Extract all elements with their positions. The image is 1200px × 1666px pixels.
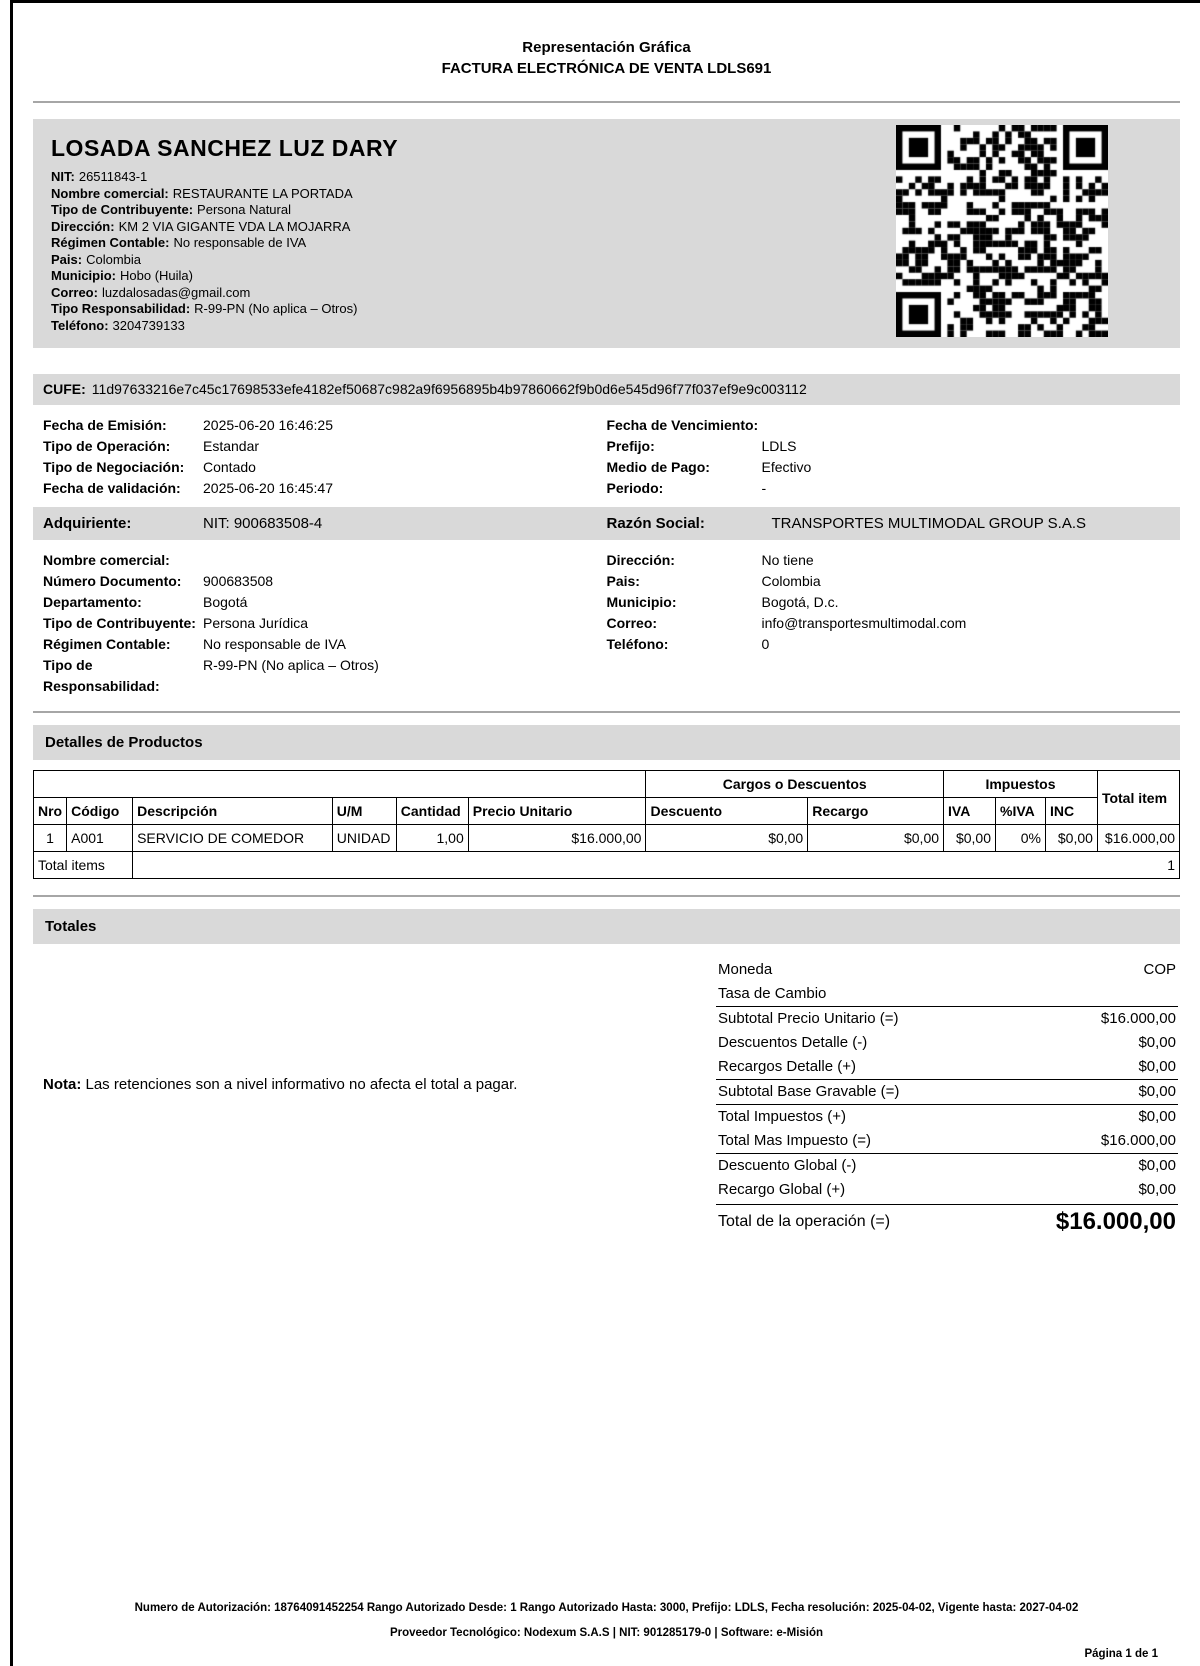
field-label: Teléfono: [51,317,109,333]
field-value [762,415,1171,436]
column-header: U/M [332,798,396,825]
cell-cantidad: 1,00 [396,825,468,852]
field-label: Tipo de Contribuyente: [51,202,194,217]
meta-left-column [43,415,607,499]
meta-row [607,457,1171,478]
cell-recargo: $0,00 [808,825,944,852]
field-label: Régimen Contable: [43,636,171,652]
acquirer-row [607,592,1171,613]
acquirer-details [33,550,1180,697]
group-header-impuestos: Impuestos [944,771,1098,798]
grand-total-value: $16.000,00 [1055,1208,1176,1235]
field-label: Pais: [51,251,83,267]
field-label: Fecha de Vencimiento: [606,417,759,433]
field-value: - [761,480,767,496]
field-value: Hobo (Huila) [120,268,193,283]
cell-precio-unitario: $16.000,00 [468,825,646,852]
field-label: Tipo de Responsabilidad: [43,657,160,694]
total-label: Moneda [718,961,773,978]
totals-row [716,1153,1178,1178]
cufe-value: 11d97633216e7c45c17698533efe4182ef50687c982a9f6956895b4b97860662f9b0d6e545d96f77f037ef9e9c003112 [91,381,807,397]
field-label: Medio de Pago: [606,459,710,475]
cufe-bar [33,374,1180,405]
invoice-page [10,0,1200,1666]
meta-row [43,415,607,436]
totals-row [716,1031,1178,1055]
divider [33,101,1180,103]
field-value: No tiene [761,552,814,568]
acquirer-bar [33,507,1180,540]
totals-row [716,1006,1178,1031]
field-value: luzdalosadas@gmail.com [101,284,251,300]
field-value: NIT: 900683508-4 [203,515,323,532]
field-value: R-99-PN (No aplica – Otros) [194,301,358,316]
totals-row [716,1079,1178,1104]
field-value: No responsable de IVA [203,636,346,652]
acquirer-nit [43,515,607,532]
column-header: IVA [944,798,996,825]
provider-line: Proveedor Tecnológico: Nodexum S.A.S | NIT: 901285179-0 | Software: e-Misión [389,1627,824,1639]
field-label: Nombre comercial: [51,185,169,201]
field-value: Persona Jurídica [203,615,309,631]
acquirer-row [43,634,607,655]
total-value: $0,00 [1138,1034,1176,1051]
totals-row [716,982,1178,1006]
title-line-2: FACTURA ELECTRÓNICA DE VENTA LDLS691 [441,60,772,77]
field-value: 3204739133 [112,317,185,333]
total-value: $0,00 [1138,1058,1176,1075]
authorization-line: Numero de Autorización: 18764091452254 Rango Autorizado Desde: 1 Rango Autorizado Hasta: 3000, Prefijo: LDLS, Fecha resolución: 2025-04-02, Vigente hasta: 2027-04-02 [134,1602,1079,1614]
field-label: Prefijo: [606,438,655,454]
meta-row [43,478,607,499]
group-header-empty [34,771,646,798]
meta-row [607,415,1171,436]
acquirer-row [43,655,607,697]
totals-row [716,1178,1178,1202]
table-header-row [34,798,1180,825]
total-value: $16.000,00 [1100,1132,1176,1149]
total-value: $0,00 [1138,1157,1176,1174]
column-header: Descuento [646,798,808,825]
total-label: Total Impuestos (+) [718,1108,846,1125]
acquirer-left-column [43,550,607,697]
field-label: Nombre comercial: [43,552,170,568]
totals-area [33,958,1180,1234]
products-table [33,770,1180,879]
cell-descripcion: SERVICIO DE COMEDOR [133,825,333,852]
meta-row [607,436,1171,457]
total-items-value: 1 [133,852,1180,879]
field-value: LDLS [761,438,797,454]
acquirer-row [43,613,607,634]
field-label: Teléfono: [606,636,669,652]
cell-iva: $0,00 [944,825,996,852]
total-value: $0,00 [1138,1083,1176,1100]
field-label: Fecha de validación: [43,480,181,496]
invoice-meta [33,415,1180,499]
seller-info-block [33,119,1180,348]
field-value: info@transportesmultimodal.com [761,615,967,631]
field-label: Fecha de Emisión: [43,417,167,433]
page-number: Página 1 de 1 [1084,1648,1158,1660]
meta-row [43,436,607,457]
total-items-label: Total items [34,852,133,879]
field-label: Municipio: [606,594,677,610]
field-label: Tipo Responsabilidad: [51,301,191,316]
total-label: Total Mas Impuesto (=) [718,1132,871,1149]
field-label: Tipo de Operación: [43,438,171,454]
field-label: Periodo: [606,480,664,496]
total-label: Recargo Global (+) [718,1181,846,1198]
field-value: No responsable de IVA [173,235,307,250]
column-header: Código [67,798,133,825]
field-value: 2025-06-20 16:45:47 [203,480,333,496]
total-label: Descuentos Detalle (-) [718,1034,868,1051]
note-text: Las retenciones son a nivel informativo no afecta el total a pagar. [85,1076,518,1093]
column-header: Precio Unitario [468,798,646,825]
cell-total-item: $16.000,00 [1097,825,1179,852]
field-value: Bogotá [203,594,248,610]
acquirer-razon-social [607,515,1171,532]
field-value: 900683508 [203,573,274,589]
total-label: Tasa de Cambio [718,985,827,1002]
field-value: 0 [761,636,770,652]
total-value: COP [1143,961,1176,978]
field-value: Contado [203,459,256,475]
grand-total-label: Total de la operación (=) [718,1213,891,1230]
column-header: Recargo [808,798,944,825]
cell-nro: 1 [34,825,67,852]
total-items-row [34,852,1180,879]
field-value: Persona Natural [197,202,291,217]
field-label: Departamento: [43,594,142,610]
total-label: Subtotal Precio Unitario (=) [718,1010,899,1027]
field-value: RESTAURANTE LA PORTADA [172,185,353,201]
column-header: Nro [34,798,67,825]
divider [33,895,1180,897]
field-value [203,550,607,571]
cell-inc: $0,00 [1045,825,1097,852]
seller-name: LOSADA SANCHEZ LUZ DARY [51,135,399,161]
field-value: Bogotá, D.c. [761,594,839,610]
field-label: Adquiriente: [43,515,132,532]
field-value: KM 2 VIA GIGANTE VDA LA MOJARRA [118,218,351,234]
acquirer-row [43,550,607,571]
field-value: R-99-PN (No aplica – Otros) [203,657,379,673]
note [33,1076,683,1093]
note-label: Nota: [43,1076,82,1093]
field-label: Razón Social: [606,515,705,532]
table-row [34,825,1180,852]
field-label: Correo: [606,615,658,631]
field-label: Correo: [51,284,98,300]
title-line-1: Representación Gráfica [522,39,691,56]
field-label: Dirección: [606,552,675,568]
total-label: Descuento Global (-) [718,1157,857,1174]
field-value: Colombia [86,251,141,267]
field-value: Colombia [761,573,821,589]
page-footer [13,1596,1200,1660]
acquirer-row [607,571,1171,592]
grand-total-row [716,1204,1178,1234]
totals-row [716,958,1178,982]
field-label: Municipio: [51,268,116,283]
field-label: Pais: [606,573,640,589]
field-value: Estandar [203,438,260,454]
field-label: NIT: [51,169,75,184]
acquirer-row [43,571,607,592]
cufe-label: CUFE: [43,381,86,397]
totals-row [716,1129,1178,1153]
totals-section-title: Totales [33,909,1180,944]
group-header-cargos: Cargos o Descuentos [646,771,944,798]
field-value: 2025-06-20 16:46:25 [203,417,333,433]
totals-row [716,1104,1178,1129]
cell-pct-iva: 0% [996,825,1046,852]
total-label: Subtotal Base Gravable (=) [718,1083,900,1100]
field-value: Efectivo [761,459,812,475]
divider [33,711,1180,713]
cell-um: UNIDAD [332,825,396,852]
field-label: Dirección: [51,218,115,234]
column-header-total-item: Total item [1097,771,1179,825]
column-header: INC [1045,798,1097,825]
acquirer-row [607,613,1171,634]
totals-table [716,958,1178,1234]
field-label: Número Documento: [43,573,182,589]
total-value: $0,00 [1138,1181,1176,1198]
total-value: $16.000,00 [1100,1010,1176,1027]
field-value: TRANSPORTES MULTIMODAL GROUP S.A.S [771,515,1087,532]
field-value: 26511843-1 [78,169,148,184]
acquirer-row [43,592,607,613]
cell-descuento: $0,00 [646,825,808,852]
qr-code [896,125,1108,337]
meta-right-column [607,415,1171,499]
field-label: Tipo de Negociación: [43,459,185,475]
total-label: Recargos Detalle (+) [718,1058,856,1075]
meta-row [43,457,607,478]
cell-codigo: A001 [67,825,133,852]
acquirer-row [607,634,1171,655]
totals-row [716,1055,1178,1079]
field-label: Régimen Contable: [51,235,170,250]
column-header: Cantidad [396,798,468,825]
column-header: Descripción [133,798,333,825]
column-header: %IVA [996,798,1046,825]
total-value: $0,00 [1138,1108,1176,1125]
field-label: Tipo de Contribuyente: [43,615,196,631]
acquirer-row [607,550,1171,571]
document-title [33,37,1180,79]
products-section-title: Detalles de Productos [33,725,1180,760]
meta-row [607,478,1171,499]
table-group-header-row [34,771,1180,798]
acquirer-right-column [607,550,1171,697]
